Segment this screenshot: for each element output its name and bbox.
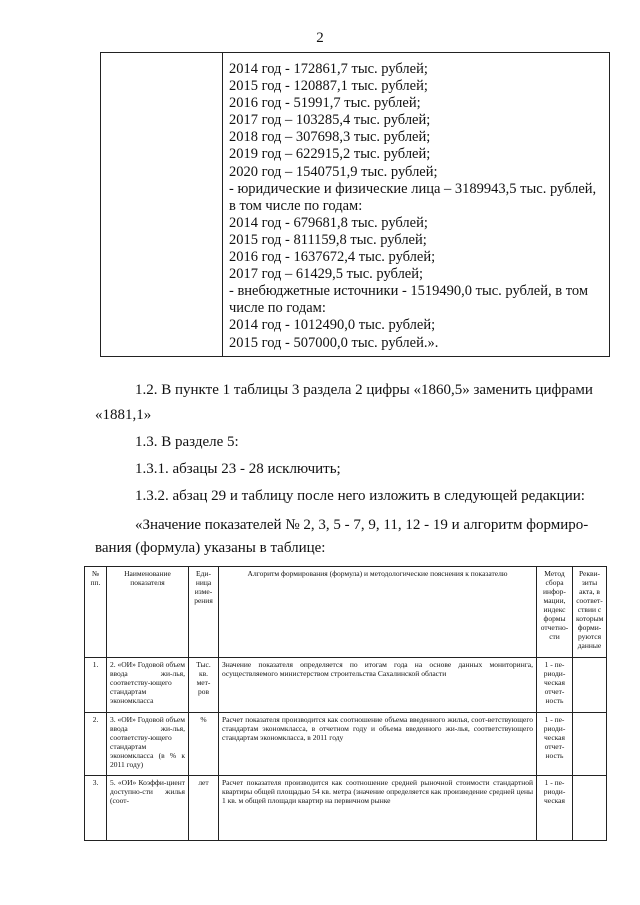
row-unit: % xyxy=(189,713,219,776)
financing-line: 2015 год - 120887,1 тыс. рублей; xyxy=(229,78,428,95)
header-unit: Еди-ница изме-рения xyxy=(189,567,219,658)
row-method: 1 - пе-риоди-ческая xyxy=(537,776,573,841)
row-unit: Тыс. кв. мет-ров xyxy=(189,658,219,713)
table-header-row xyxy=(85,567,607,658)
financing-line: 2014 год - 679681,8 тыс. рублей; xyxy=(229,214,428,231)
financing-line: 2020 год – 1540751,9 тыс. рублей; xyxy=(229,163,438,180)
financing-lines xyxy=(229,61,603,352)
financing-line: 2019 год – 622915,2 тыс. рублей; xyxy=(229,146,431,163)
financing-line: 2016 год - 1637672,4 тыс. рублей; xyxy=(229,249,436,266)
row-number: 3. xyxy=(85,776,107,841)
financing-line: 2018 год – 307698,3 тыс. рублей; xyxy=(229,129,431,146)
financing-line: 2014 год - 1012490,0 тыс. рублей; xyxy=(229,317,436,334)
financing-line: - юридические и физические лица – 3189943,5 тыс. рублей, xyxy=(229,180,597,197)
row-indicator-name: 2. «ОИ» Годовой объем ввода жи-лья, соответству-ющего стандартам экономкласса xyxy=(107,658,189,713)
paragraph-1-2-continuation: «1881,1» xyxy=(95,407,152,423)
row-requisites xyxy=(573,713,607,776)
table-row xyxy=(85,658,607,713)
header-requisites: Рекви-зиты акта, в соответ-ствии с которым форми-руются данные xyxy=(573,567,607,658)
financing-line: 2014 год - 172861,7 тыс. рублей; xyxy=(229,61,428,77)
row-method: 1 - пе-риоди-ческая отчет-ность xyxy=(537,713,573,776)
page-number: 2 xyxy=(316,30,324,46)
row-requisites xyxy=(573,776,607,841)
financing-line: 2017 год – 103285,4 тыс. рублей; xyxy=(229,112,431,129)
paragraph-1-3-2: 1.3.2. абзац 29 и таблицу после него изложить в следующей редакции: xyxy=(135,488,585,504)
table-column-divider xyxy=(222,53,223,356)
indicators-table xyxy=(84,566,607,841)
financing-line: 2015 год - 507000,0 тыс. рублей.». xyxy=(229,334,439,351)
paragraph-1-2: 1.2. В пункте 1 таблицы 3 раздела 2 цифры «1860,5» заменить цифрами xyxy=(135,382,593,398)
financing-table-fragment xyxy=(100,52,610,357)
header-method: Метод сбора инфор-мации, индекс формы отчетно-сти xyxy=(537,567,573,658)
paragraph-1-3-1: 1.3.1. абзацы 23 - 28 исключить; xyxy=(135,461,341,477)
row-number: 1. xyxy=(85,658,107,713)
financing-line: в том числе по годам: xyxy=(229,197,363,214)
paragraph-1-3: 1.3. В разделе 5: xyxy=(135,434,239,450)
row-indicator-name: 3. «ОИ» Годовой объем ввода жи-лья, соответству-ющего стандартам экономкласса (в % к 2011 году) xyxy=(107,713,189,776)
header-indicator-name: Наименование показателя xyxy=(107,567,189,658)
row-algorithm: Расчет показателя производится как соотношение объема введенного жилья, соот-ветствующего стандартам экономкласса, в отчетном году и объема введенного жи-лья, соответствующего стандартам экономкласса, в 2011 году xyxy=(219,713,537,776)
financing-line: 2015 год - 811159,8 тыс. рублей; xyxy=(229,231,427,248)
paragraph-indicators: «Значение показателей № 2, 3, 5 - 7, 9, 11, 12 - 19 и алгоритм формиро- xyxy=(135,517,589,533)
header-algorithm: Алгоритм формирования (формула) и методологические пояснения к показателю xyxy=(219,567,537,658)
financing-line: 2017 год – 61429,5 тыс. рублей; xyxy=(229,266,424,283)
row-unit: лет xyxy=(189,776,219,841)
financing-line: 2016 год - 51991,7 тыс. рублей; xyxy=(229,95,421,112)
row-indicator-name: 5. «ОИ» Коэффи-циент доступно-сти жилья (соот- xyxy=(107,776,189,841)
paragraph-indicators-continuation: вания (формула) указаны в таблице: xyxy=(95,540,326,556)
financing-line: числе по годам: xyxy=(229,300,326,317)
table-row xyxy=(85,713,607,776)
row-algorithm: Значение показателя определяется по итогам года на основе данных мониторинга, осуществляемого министерством строительства Сахалинской области xyxy=(219,658,537,713)
row-method: 1 - пе-риоди-ческая отчет-ность xyxy=(537,658,573,713)
financing-line: - внебюджетные источники - 1519490,0 тыс. рублей, в том xyxy=(229,283,589,300)
header-number: № пп. xyxy=(85,567,107,658)
table-row xyxy=(85,776,607,841)
row-algorithm: Расчет показателя производится как соотношение средней рыночной стоимости стандартной квартиры общей площадью 54 кв. метра (значение определяется как произведение средней цены 1 кв. м общей площади квартир на первичном рынке xyxy=(219,776,537,841)
row-requisites xyxy=(573,658,607,713)
row-number: 2. xyxy=(85,713,107,776)
